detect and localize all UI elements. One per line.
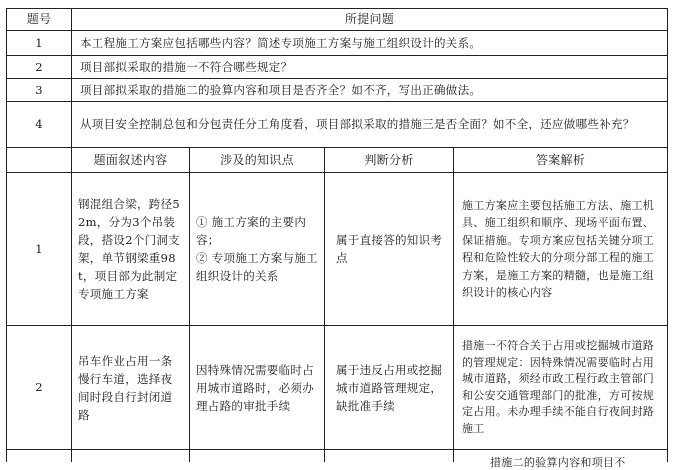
question-4-number: 4 [35,117,43,131]
question-2-number: 2 [35,59,43,74]
rule-analysis-col [453,147,454,462]
rule-no-col [71,8,72,462]
question-3-number: 3 [35,82,43,97]
header-issue: 所提问题 [344,12,395,26]
rule-desc-col [189,147,190,462]
header-answer: 答案解析 [535,152,586,167]
analysis-1-number: 1 [35,241,43,256]
question-4-text: 从项目安全控制总包和分包责任分工角度看，项目部拟采取的措施三是否全面？如不全，还应做哪些补充？ [80,117,635,131]
analysis-1-description: 钢混组合梁，跨径52m，分为3个吊装段，搭设2个门洞支架，单节钢梁重98t，项目部为此制定专项施工方案 [78,197,181,301]
analysis-1-knowledge: ① 施工方案的主要内容； ② 专项施工方案与施工组织设计的关系 [196,215,318,283]
question-2-text: 项目部拟采取的措施一不符合哪些规定？ [80,59,293,74]
question-1-number: 1 [35,35,43,50]
question-3-text: 项目部拟采取的措施二的验算内容和项目是否齐全？如不齐，写出正确做法。 [80,82,482,97]
rule-analysis-row2-bottom [6,449,668,450]
rule-right [667,8,668,462]
analysis-2-number: 2 [35,380,43,394]
question-1-text: 本工程施工方案应包括哪些内容？简述专项施工方案与施工组织设计的关系。 [80,35,482,50]
header-description: 题面叙述内容 [93,152,168,167]
analysis-2-answer: 措施一不符合关于占用或挖掘城市道路的管理规定：因特殊情况需要临时占用城市道路，须经市政工程行政主管部门和公安交通管理部门的批准，方可按规定占用。未办理手续不能自行夜间封路施工 [462,339,655,435]
analysis-1-judgement: 属于直接答的知识考点 [336,233,443,265]
analysis-3-answer-partial: 措施二的验算内容和项目不 [490,456,626,469]
analysis-2-knowledge: 因特殊情况需要临时占用城市道路时，必须办理占路的审批手续 [196,362,314,413]
header-knowledge: 涉及的知识点 [220,152,294,167]
analysis-2-judgement: 属于违反占用或挖掘城市道路管理规定，缺批准手续 [336,362,443,413]
header-no: 题号 [26,12,52,26]
rule-knowledge-col [324,147,325,462]
header-analysis: 判断分析 [364,152,414,167]
analysis-2-description: 吊车作业占用一条慢行车道，选择夜间时段自行封闭道路 [78,353,173,422]
analysis-1-answer: 施工方案应主要包括施工方法、施工机具、施工组织和顺序、现场平面布置、保证措施。专项方案应包括关键分项工程和危险性较大的分项分部工程的施工方案，是施工方案的精髓，也是施工组织设计的核心内容 [462,198,655,299]
